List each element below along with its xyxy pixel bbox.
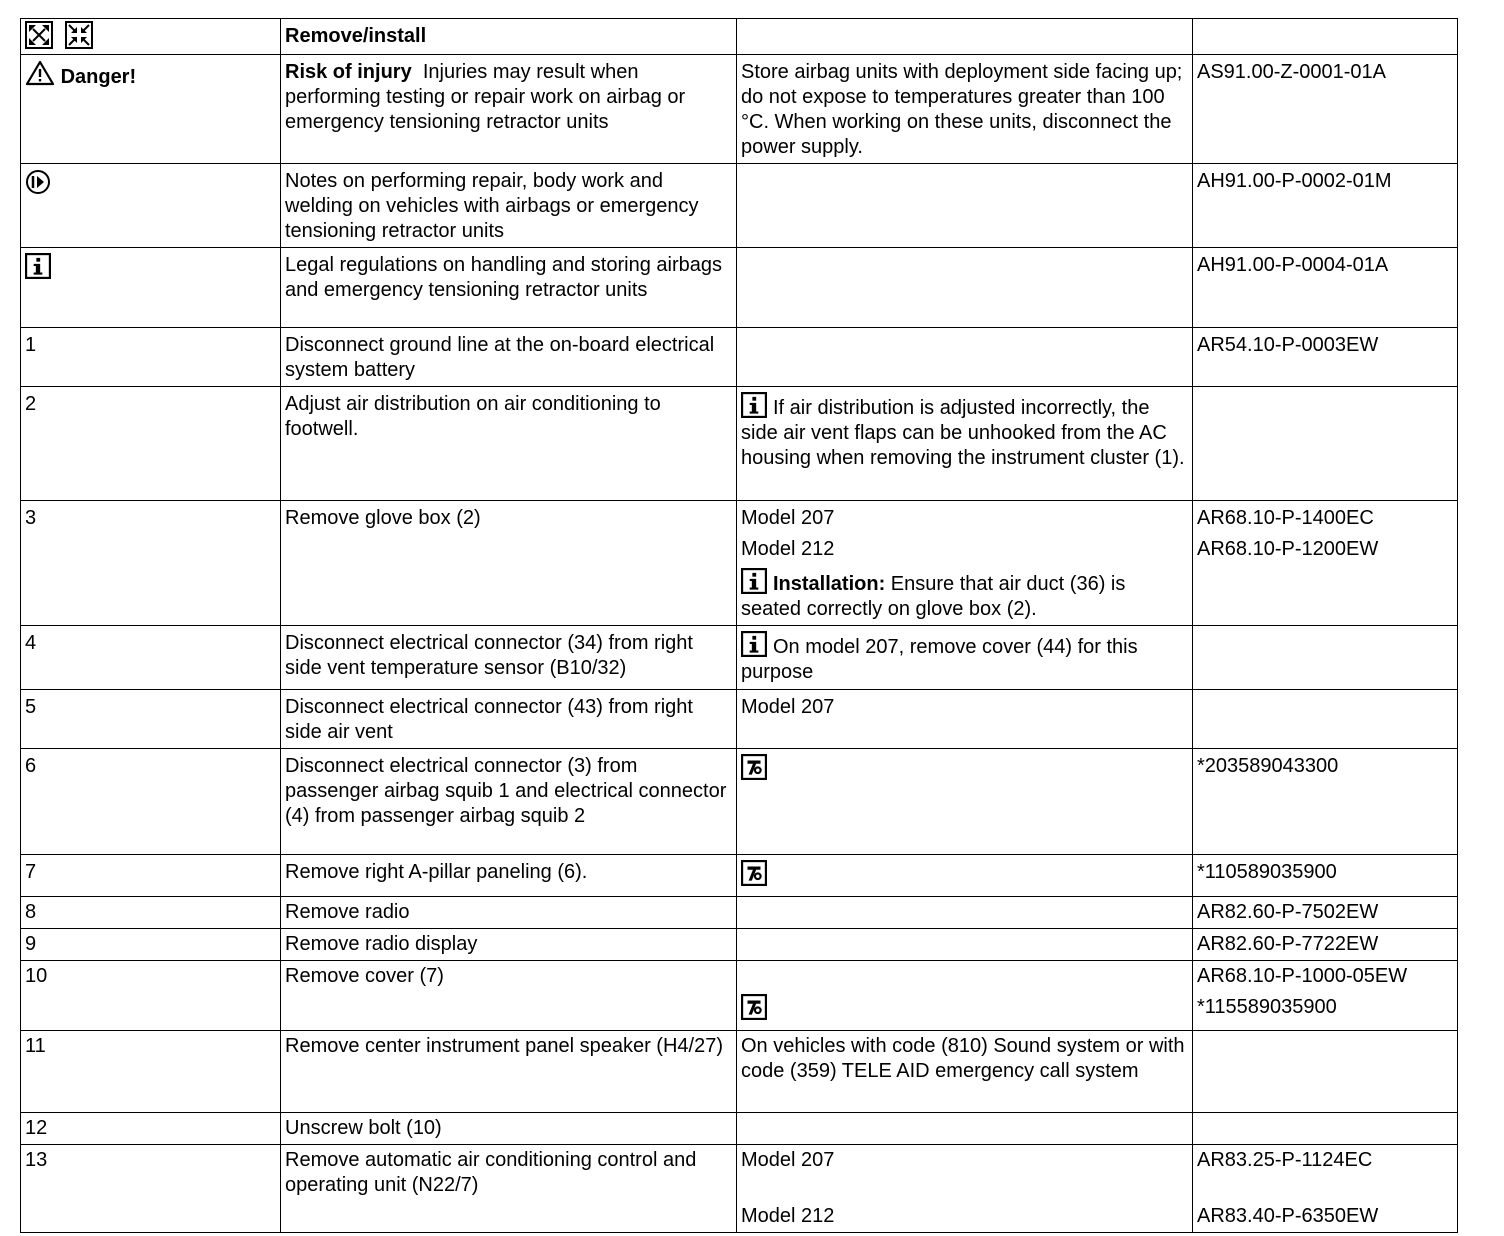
task-text: Remove glove box (2) [281,501,737,626]
task-text: Disconnect electrical connector (3) from passenger airbag squib 1 and electrical connector (4) from passenger airbag squib 2 [281,749,737,855]
task-text: Disconnect ground line at the on-board electrical system battery [281,328,737,387]
table-row [21,1113,1458,1145]
document-ref[interactable]: AR68.10-P-1000-05EW [1197,965,1408,987]
special-tool-icon[interactable] [741,994,767,1020]
installation-label: Installation: [773,573,886,595]
notes-arrow-icon [25,169,51,195]
step-number: 13 [21,1145,281,1233]
model-label: Model 207 [737,690,1193,749]
table-row [21,626,1458,690]
task-text: Remove right A-pillar paneling (6). [281,855,737,897]
tool-number[interactable]: *110589035900 [1193,855,1458,897]
table-row [21,501,1458,626]
document-ref[interactable]: AS91.00-Z-0001-01A [1193,55,1458,164]
document-ref[interactable]: AR68.10-P-1200EW [1197,538,1379,560]
document-ref[interactable]: AH91.00-P-0002-01M [1193,164,1458,248]
page-title: Remove/install [281,19,737,55]
model-label: Model 212 [741,1205,835,1227]
warning-triangle-icon [25,60,55,86]
task-text: Disconnect electrical connector (34) from right side vent temperature sensor (B10/32) [281,626,737,690]
task-text: Disconnect electrical connector (43) from right side air vent [281,690,737,749]
table-row [21,1031,1458,1113]
task-text: Unscrew bolt (10) [281,1113,737,1145]
task-text: Remove radio display [281,929,737,961]
task-text: Remove automatic air conditioning control and operating unit (N22/7) [281,1145,737,1233]
model-label: Model 212 [741,538,835,560]
note-text: Store airbag units with deployment side facing up; do not expose to temperatures greater than 100 °C. When working on these units, disconnect the power supply. [737,55,1193,164]
step-number: 7 [21,855,281,897]
step-number: 5 [21,690,281,749]
collapse-icon[interactable] [65,21,93,49]
task-text: Legal regulations on handling and storing airbags and emergency tensioning retractor units [281,248,737,328]
info-icon [741,392,767,418]
model-label: Model 207 [741,507,835,529]
table-row [21,855,1458,897]
table-row [21,328,1458,387]
document-ref[interactable]: AR82.60-P-7722EW [1193,929,1458,961]
step-number: 11 [21,1031,281,1113]
special-tool-icon[interactable] [741,754,767,780]
info-icon [741,631,767,657]
step-number: 3 [21,501,281,626]
risk-heading: Risk of injury [285,61,412,83]
task-text: Remove center instrument panel speaker (H4/27) [281,1031,737,1113]
document-ref[interactable]: AR83.40-P-6350EW [1197,1205,1379,1227]
table-row [21,897,1458,929]
step-number: 6 [21,749,281,855]
step-number: 12 [21,1113,281,1145]
table-row [21,164,1458,248]
document-ref[interactable]: AR68.10-P-1400EC [1197,507,1374,529]
view-controls [21,19,281,55]
procedure-table [20,18,1458,1233]
step-number: 10 [21,961,281,1031]
table-row [21,690,1458,749]
info-icon [741,568,767,594]
special-tool-icon[interactable] [741,860,767,886]
danger-label: Danger! [60,66,137,88]
task-text: Adjust air distribution on air conditioning to footwell. [281,387,737,501]
tool-number[interactable]: *115589035900 [1197,996,1337,1018]
step-number: 1 [21,328,281,387]
step-number: 8 [21,897,281,929]
step-number: 2 [21,387,281,501]
table-row [21,1145,1458,1233]
step-number: 9 [21,929,281,961]
document-ref[interactable]: AR54.10-P-0003EW [1193,328,1458,387]
table-row [21,749,1458,855]
note-text: Ensure that air duct (36) is seated correctly on glove box (2). [741,573,1126,620]
table-row [21,248,1458,328]
info-icon [25,253,51,279]
document-ref[interactable]: AH91.00-P-0004-01A [1193,248,1458,328]
document-ref[interactable]: AR82.60-P-7502EW [1193,897,1458,929]
note-text: On vehicles with code (810) Sound system or with code (359) TELE AID emergency call system [737,1031,1193,1113]
note-text: On model 207, remove cover (44) for this purpose [741,636,1138,683]
table-row [21,387,1458,501]
task-text: Remove radio [281,897,737,929]
tool-number[interactable]: *203589043300 [1193,749,1458,855]
step-number: 4 [21,626,281,690]
note-text: If air distribution is adjusted incorrectly, the side air vent flaps can be unhooked from the AC housing when removing the instrument cluster (1). [741,397,1185,469]
table-row [21,55,1458,164]
table-row [21,929,1458,961]
task-text: Remove cover (7) [281,961,737,1031]
document-ref[interactable]: AR83.25-P-1124EC [1197,1149,1373,1171]
header-row [21,19,1458,55]
expand-icon[interactable] [25,21,53,49]
model-label: Model 207 [741,1149,835,1171]
task-text: Injuries may result when performing testing or repair work on airbag or emergency tensioning retractor units [285,61,686,133]
table-row [21,961,1458,1031]
task-text: Notes on performing repair, body work and welding on vehicles with airbags or emergency tensioning retractor units [281,164,737,248]
